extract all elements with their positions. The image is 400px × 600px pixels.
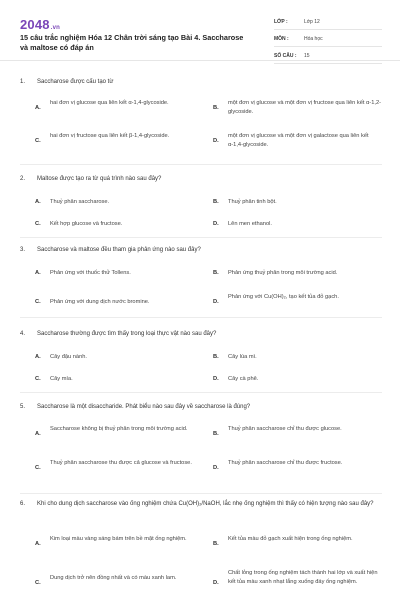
option-d[interactable]: D. Lên men ethanol. [213, 221, 272, 227]
question-3 [20, 246, 382, 305]
header-divider [0, 60, 400, 61]
question-stem: 2. Maltose được tạo ra từ quá trình nào sau đây? [20, 176, 162, 182]
question-divider [20, 237, 382, 238]
question-1 [20, 78, 382, 148]
question-4 [20, 330, 382, 382]
question-stem: 4. Saccharose thường được tìm thấy trong loại thực vật nào sau đây? [20, 331, 217, 337]
option-b[interactable]: B. Cây lúa mì. [213, 354, 257, 360]
option-c[interactable]: C. Kết hợp glucose và fructose. [35, 221, 123, 227]
meta-subject: MÔN : Hóa học [274, 33, 382, 47]
option-a[interactable]: A. Cây đậu nành. [35, 354, 87, 360]
option-d[interactable]: D. Phản ứng với Cu(OH)₂, tạo kết tủa đỏ gạch. [213, 294, 339, 305]
option-b[interactable]: B. một đơn vị glucose và một đơn vị fructose qua liên kết α-1,2-glycoside. [213, 100, 382, 115]
option-c[interactable]: C. hai đơn vị fructose qua liên kết β-1,4-glycoside. [35, 133, 170, 144]
option-d[interactable]: D. Thuỷ phân saccharose chỉ thu được fructose. [213, 460, 343, 471]
option-a[interactable]: A. hai đơn vị glucose qua liên kết α-1,4-glycoside. [35, 100, 169, 111]
option-d[interactable]: D. Chất lỏng trong ống nghiệm tách thành hai lớp và xuất hiện kết tủa màu xanh nhạt lắng xuống đáy ống nghiệm. [213, 570, 378, 586]
option-a[interactable]: A. Kim loại màu vàng sáng bám trên bề mặt ống nghiệm. [35, 536, 187, 547]
option-c[interactable]: C. Cây mía. [35, 376, 73, 382]
option-c[interactable]: C. Phản ứng với dung dịch nước bromine. [35, 299, 150, 305]
question-6 [20, 500, 382, 586]
page-title: 15 câu trắc nghiệm Hóa 12 Chân trời sáng tạo Bài 4. Saccharose và maltose có đáp án [20, 33, 244, 52]
question-stem: 5. Saccharose là một disaccharide. Phát biểu nào sau đây về saccharose là đúng? [20, 404, 251, 410]
question-stem: 3. Saccharose và maltose đều tham gia phản ứng nào sau đây? [20, 247, 201, 253]
meta-class: LỚP : Lớp 12 [274, 16, 382, 30]
question-2 [20, 175, 382, 227]
option-c[interactable]: C. Dung dịch trở nên đồng nhất và có màu xanh lam. [35, 575, 177, 586]
question-stem: 1. Saccharose được cấu tạo từ [20, 79, 114, 85]
option-a[interactable]: A. Phản ứng với thuốc thử Tollens. [35, 270, 131, 276]
option-b[interactable]: B. Thuỷ phân tinh bột. [213, 199, 277, 205]
question-divider [20, 164, 382, 165]
option-d[interactable]: D. Cây cà phê. [213, 376, 259, 382]
option-d[interactable]: D. một đơn vị glucose và một đơn vị galactose qua liên kết α-1,4-glycoside. [213, 133, 369, 148]
option-c[interactable]: C. Thuỷ phân saccharose thu được cả glucose và fructose. [35, 460, 192, 471]
question-5 [20, 403, 382, 471]
option-b[interactable]: B. Thuỷ phân saccharose chỉ thu được glucose. [213, 426, 342, 437]
site-logo[interactable]: 2048.vn [20, 17, 61, 32]
option-b[interactable]: B. Kết tủa màu đỏ gạch xuất hiện trong ống nghiệm. [213, 536, 353, 547]
option-b[interactable]: B. Phản ứng thuỷ phân trong môi trường acid. [213, 270, 338, 276]
question-divider [20, 317, 382, 318]
question-stem: 6. Khi cho dung dịch saccharose vào ống nghiệm chứa Cu(OH)₂/NaOH, lắc nhẹ ống nghiệm thì thấy có hiện tượng nào sau đây? [20, 501, 374, 507]
option-a[interactable]: A. Thuỷ phân saccharose. [35, 199, 110, 205]
question-divider [20, 493, 382, 494]
meta-question-count: SỐ CÂU : 15 [274, 50, 382, 64]
question-divider [20, 392, 382, 393]
option-a[interactable]: A. Saccharose không bị thuỷ phân trong môi trường acid. [35, 426, 188, 437]
